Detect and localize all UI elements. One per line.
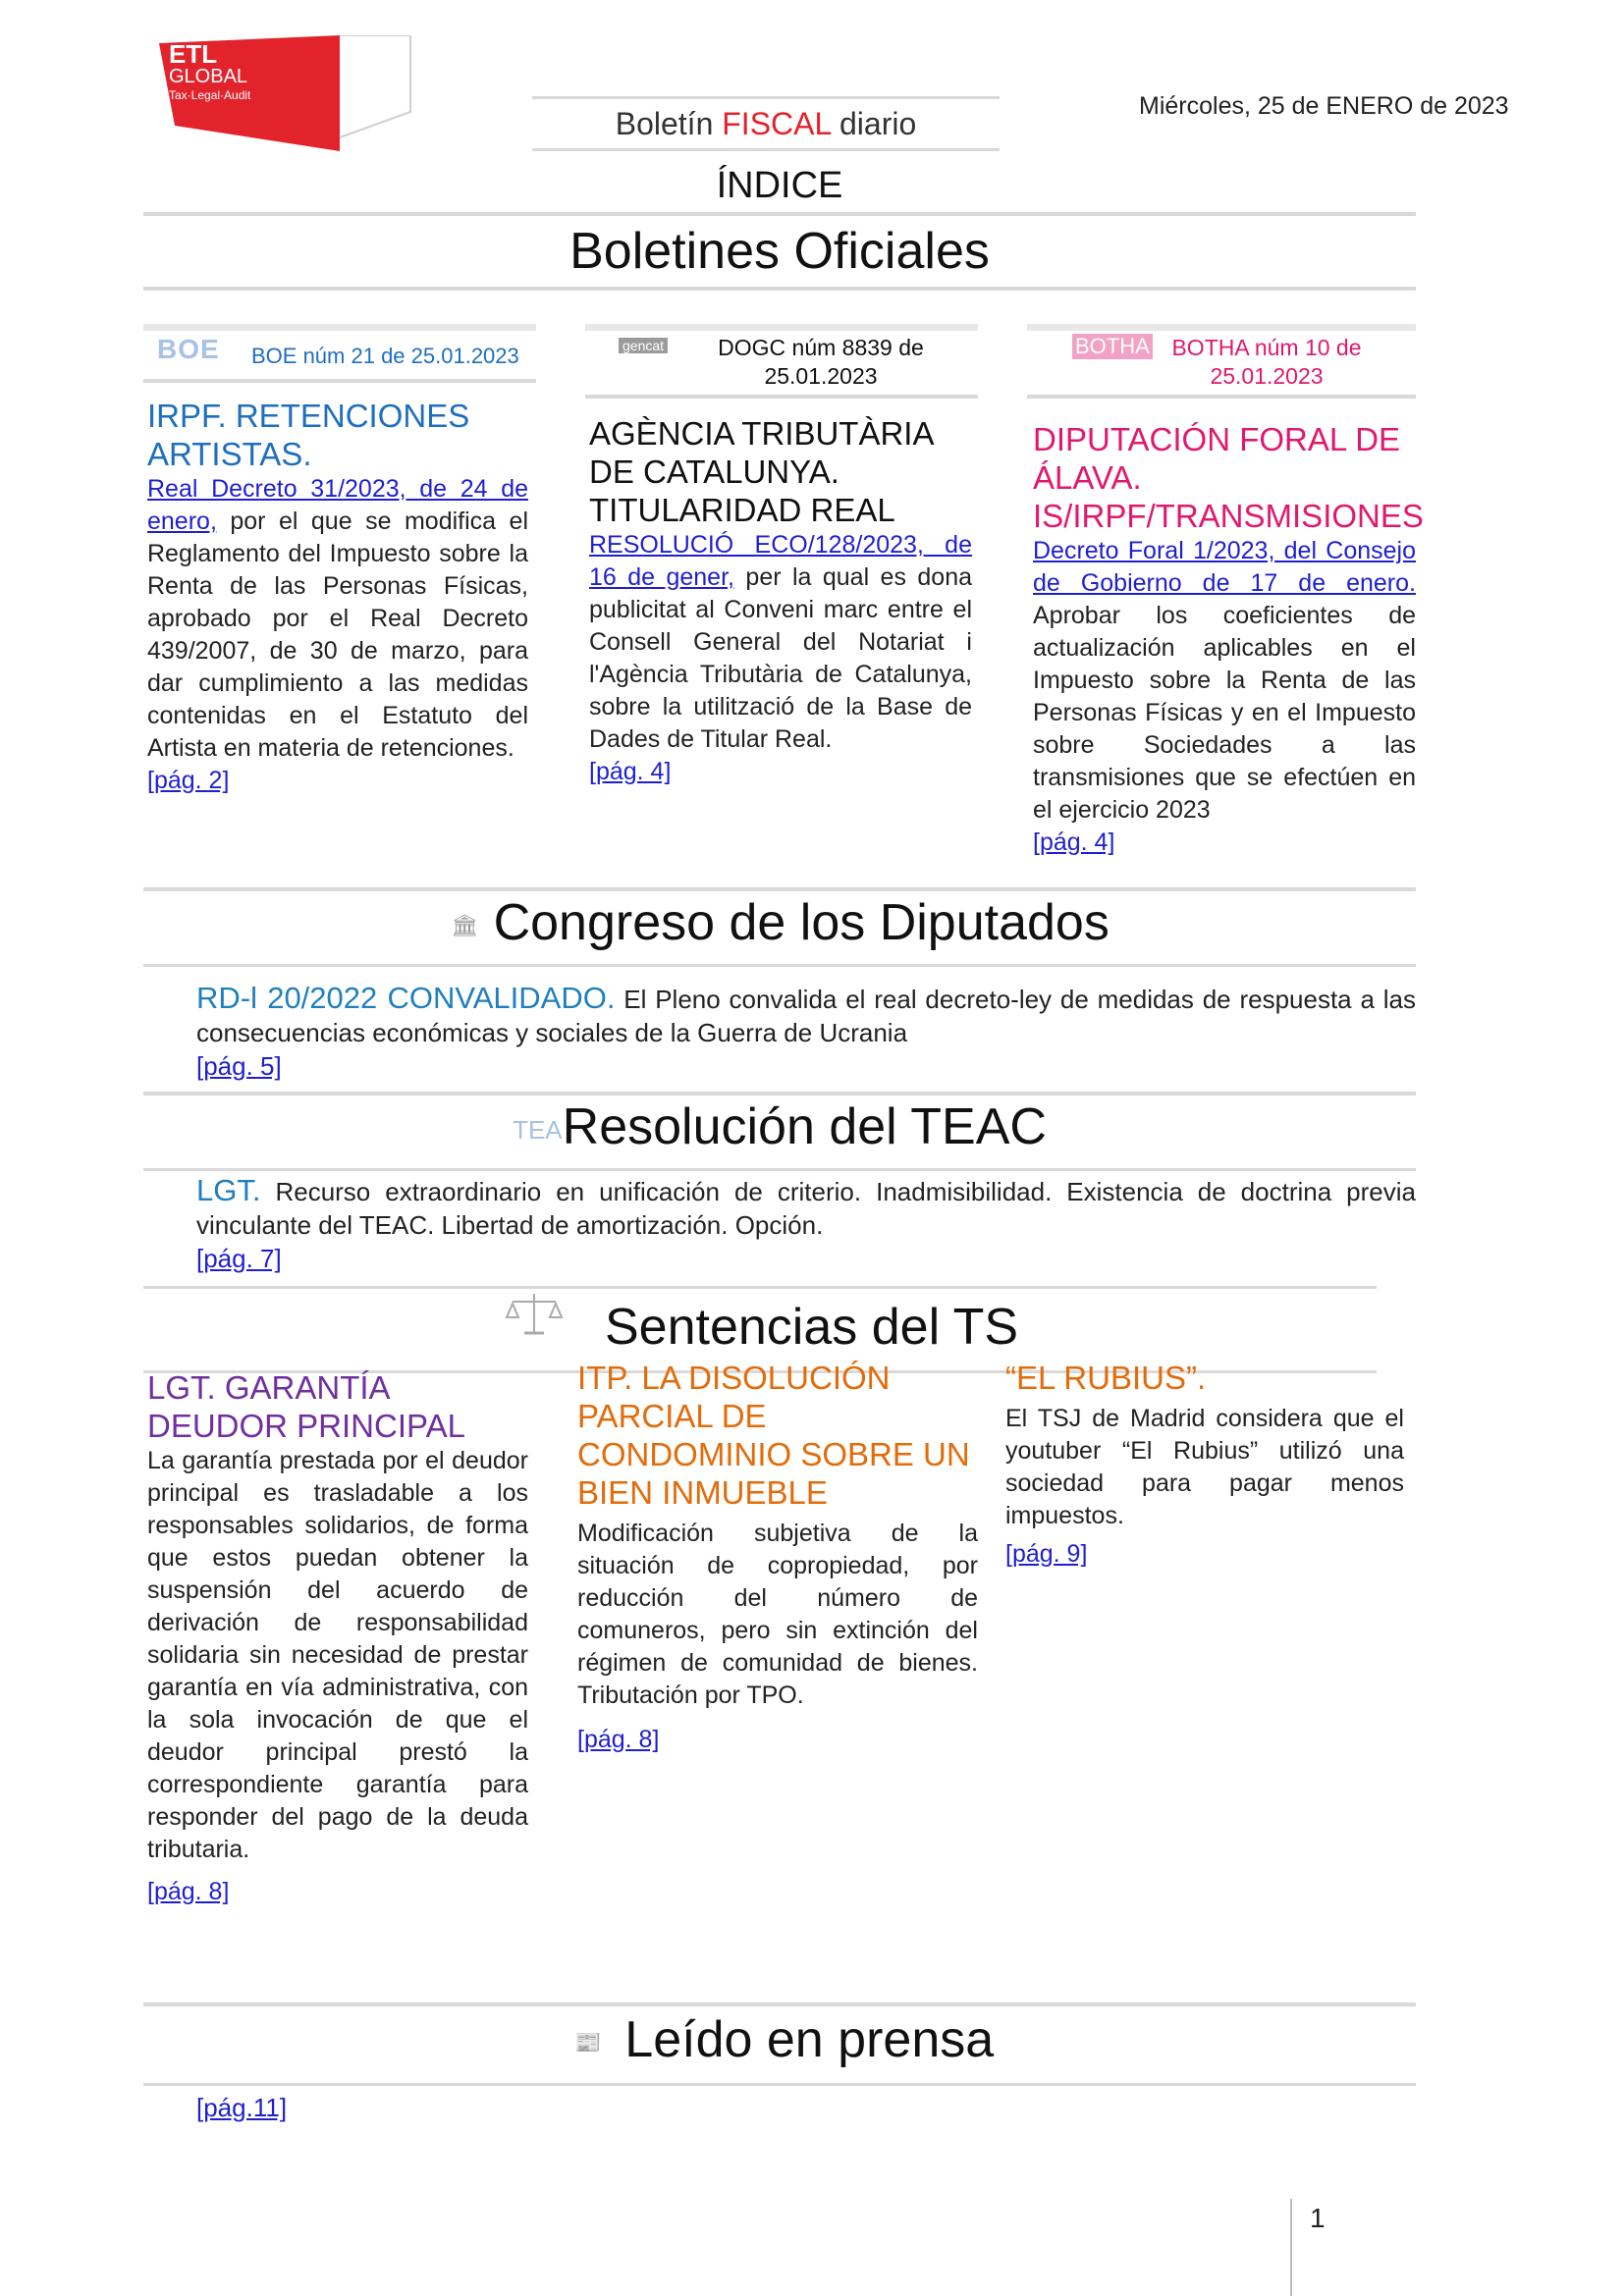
dogc-entry [589, 414, 972, 788]
botha-header [1027, 324, 1416, 399]
boe-logo: BOE [157, 334, 220, 364]
boe-page-link[interactable]: [pág. 2] [147, 767, 230, 794]
boe-link[interactable]: Real Decreto 31/2023, de 24 de enero, [147, 475, 528, 535]
boe-heading: IRPF. RETENCIONES ARTISTAS. [147, 398, 470, 472]
prensa-rule-top [143, 2002, 1416, 2006]
congreso-rule-top [143, 887, 1416, 891]
prensa-entry [196, 2093, 287, 2123]
scales-icon [505, 1290, 564, 1339]
newspaper-icon: 📰 [574, 2030, 602, 2056]
ts-col3-text: El TSJ de Madrid considera que el youtuber “El Rubius” utilizó una sociedad para pagar menos impuestos. [1005, 1405, 1404, 1529]
congreso-title-row [143, 893, 1416, 952]
prensa-title-row [143, 2010, 1416, 2069]
teac-page-link[interactable]: [pág. 7] [196, 1244, 282, 1273]
ts-col1-page-link[interactable]: [pág. 8] [147, 1878, 230, 1905]
ts-col2-heading: ITP. LA DISOLUCIÓN PARCIAL DE CONDOMINIO SOBRE UN BIEN INMUEBLE [577, 1360, 970, 1511]
logo-tag: Tax·Legal·Audit [169, 88, 251, 102]
boe-text: por el que se modifica el Reglamento del Impuesto sobre la Renta de las Personas Físicas, aprobado por el Real Decreto 439/2007, de 30 de marzo, para dar cumplimiento a las medidas contenidas en el Estatuto del Artista en materia de retenciones. [147, 507, 528, 762]
ts-col1-heading: LGT. GARANTÍA DEUDOR PRINCIPAL [147, 1369, 465, 1444]
bulletin-prefix: Boletín [615, 106, 723, 141]
teac-logo: TEA [513, 1114, 563, 1145]
prensa-page-link[interactable]: [pág.11] [196, 2093, 288, 2122]
ts-col3 [1005, 1359, 1404, 1571]
page-number: 1 [1310, 2203, 1326, 2233]
boletines-title: Boletines Oficiales [569, 223, 990, 280]
ts-col2 [577, 1359, 978, 1756]
teac-text: Recurso extraordinario en unificación de criterio. Inadmisibilidad. Existencia de doctrina previa vinculante del TEAC. Libertad de amortización. Opción. [196, 1177, 1416, 1240]
congreso-page-link[interactable]: [pág. 5] [196, 1051, 282, 1081]
boletines-rule-bottom [143, 287, 1416, 291]
congreso-heading: RD-l 20/2022 CONVALIDADO. [196, 981, 616, 1015]
ts-col1 [147, 1368, 528, 1908]
prensa-rule-bottom [143, 2083, 1416, 2086]
botha-page-link[interactable]: [pág. 4] [1033, 828, 1115, 856]
teac-rule-bottom [143, 1168, 1416, 1171]
ts-col2-page-link[interactable]: [pág. 8] [577, 1726, 660, 1753]
teac-rule-top [143, 1092, 1416, 1095]
dogc-text: per la qual es dona publicitat al Conveni marc entre el Consell General del Notariat i l'Agència Tributària de Catalunya, sobre la utilització de la Base de Dades de Titular Real. [589, 563, 972, 753]
boletines-rule-top [143, 212, 1416, 216]
ts-col2-text: Modificación subjetiva de la situación de copropiedad, por reducción del número de comuneros, pero sin extinción del régimen de comunidad de bienes. Tributación por TPO. [577, 1520, 978, 1709]
dogc-header [585, 324, 978, 399]
botha-text: Aprobar los coeficientes de actualización aplicables en el Impuesto sobre la Renta de las Personas Físicas y en el Impuesto sobre Sociedades a las transmisiones que se efectúen en el ejercicio 2023 [1033, 602, 1416, 824]
logo-sub: GLOBAL [169, 66, 248, 87]
bulletin-title-box [532, 96, 1000, 151]
logo-main: ETL [169, 39, 218, 69]
ts-rule-top [143, 1286, 1377, 1289]
botha-logo: BOTHA [1072, 334, 1153, 359]
header-date: Miércoles, 25 de ENERO de 2023 [1139, 92, 1509, 120]
index-title: ÍNDICE [716, 165, 843, 206]
botha-entry [1033, 420, 1424, 859]
ts-col3-heading: “EL RUBIUS”. [1005, 1360, 1207, 1396]
teac-title-row [143, 1097, 1416, 1156]
congreso-text: El Pleno convalida el real decreto-ley de medidas de respuesta a las consecuencias económicas y sociales de la Guerra de Ucrania [196, 985, 1416, 1047]
congreso-building-icon: 🏛 [451, 913, 479, 938]
teac-entry [196, 1174, 1416, 1275]
congreso-entry [196, 982, 1416, 1083]
boe-header-text: BOE núm 21 de 25.01.2023 [251, 344, 519, 368]
ts-title: Sentencias del TS [605, 1299, 1019, 1356]
prensa-title: Leído en prensa [624, 2011, 995, 2068]
dogc-heading: AGÈNCIA TRIBUTÀRIA DE CATALUNYA. TITULARIDAD REAL [589, 415, 933, 528]
congreso-title: Congreso de los Diputados [493, 894, 1110, 951]
bulletin-suffix: diario [831, 106, 917, 141]
etl-logo [155, 35, 412, 153]
congreso-rule-bottom [143, 964, 1416, 967]
footer-divider [1290, 2199, 1292, 2296]
dogc-logo: gencat [619, 338, 668, 353]
ts-col3-page-link[interactable]: [pág. 9] [1005, 1540, 1088, 1568]
botha-heading: DIPUTACIÓN FORAL DE ÁLAVA. IS/IRPF/TRANSMISIONES [1033, 421, 1424, 534]
botha-header-text: BOTHA núm 10 de 25.01.2023 [1171, 335, 1362, 389]
boe-entry [147, 397, 528, 797]
bulletin-highlight: FISCAL [722, 106, 832, 141]
ts-col1-text: La garantía prestada por el deudor principal es trasladable a los responsables solidarios, de forma que estos puedan obtener la suspensión del acuerdo de derivación de responsabilidad solidaria sin necesidad de prestar garantía en vía administrativa, con la sola invocación de que el deudor principal prestó la correspondiente garantía para responder del pago de la deuda tributaria. [147, 1447, 528, 1863]
botha-link[interactable]: Decreto Foral 1/2023, del Consejo de Gobierno de 17 de enero. [1033, 537, 1416, 597]
dogc-link[interactable]: RESOLUCIÓ ECO/128/2023, de 16 de gener, [589, 531, 972, 591]
teac-title: Resolución del TEAC [562, 1098, 1047, 1155]
teac-heading: LGT. [196, 1173, 261, 1207]
dogc-header-text: DOGC núm 8839 de 25.01.2023 [718, 335, 924, 389]
boe-header [143, 324, 536, 383]
dogc-page-link[interactable]: [pág. 4] [589, 758, 672, 785]
